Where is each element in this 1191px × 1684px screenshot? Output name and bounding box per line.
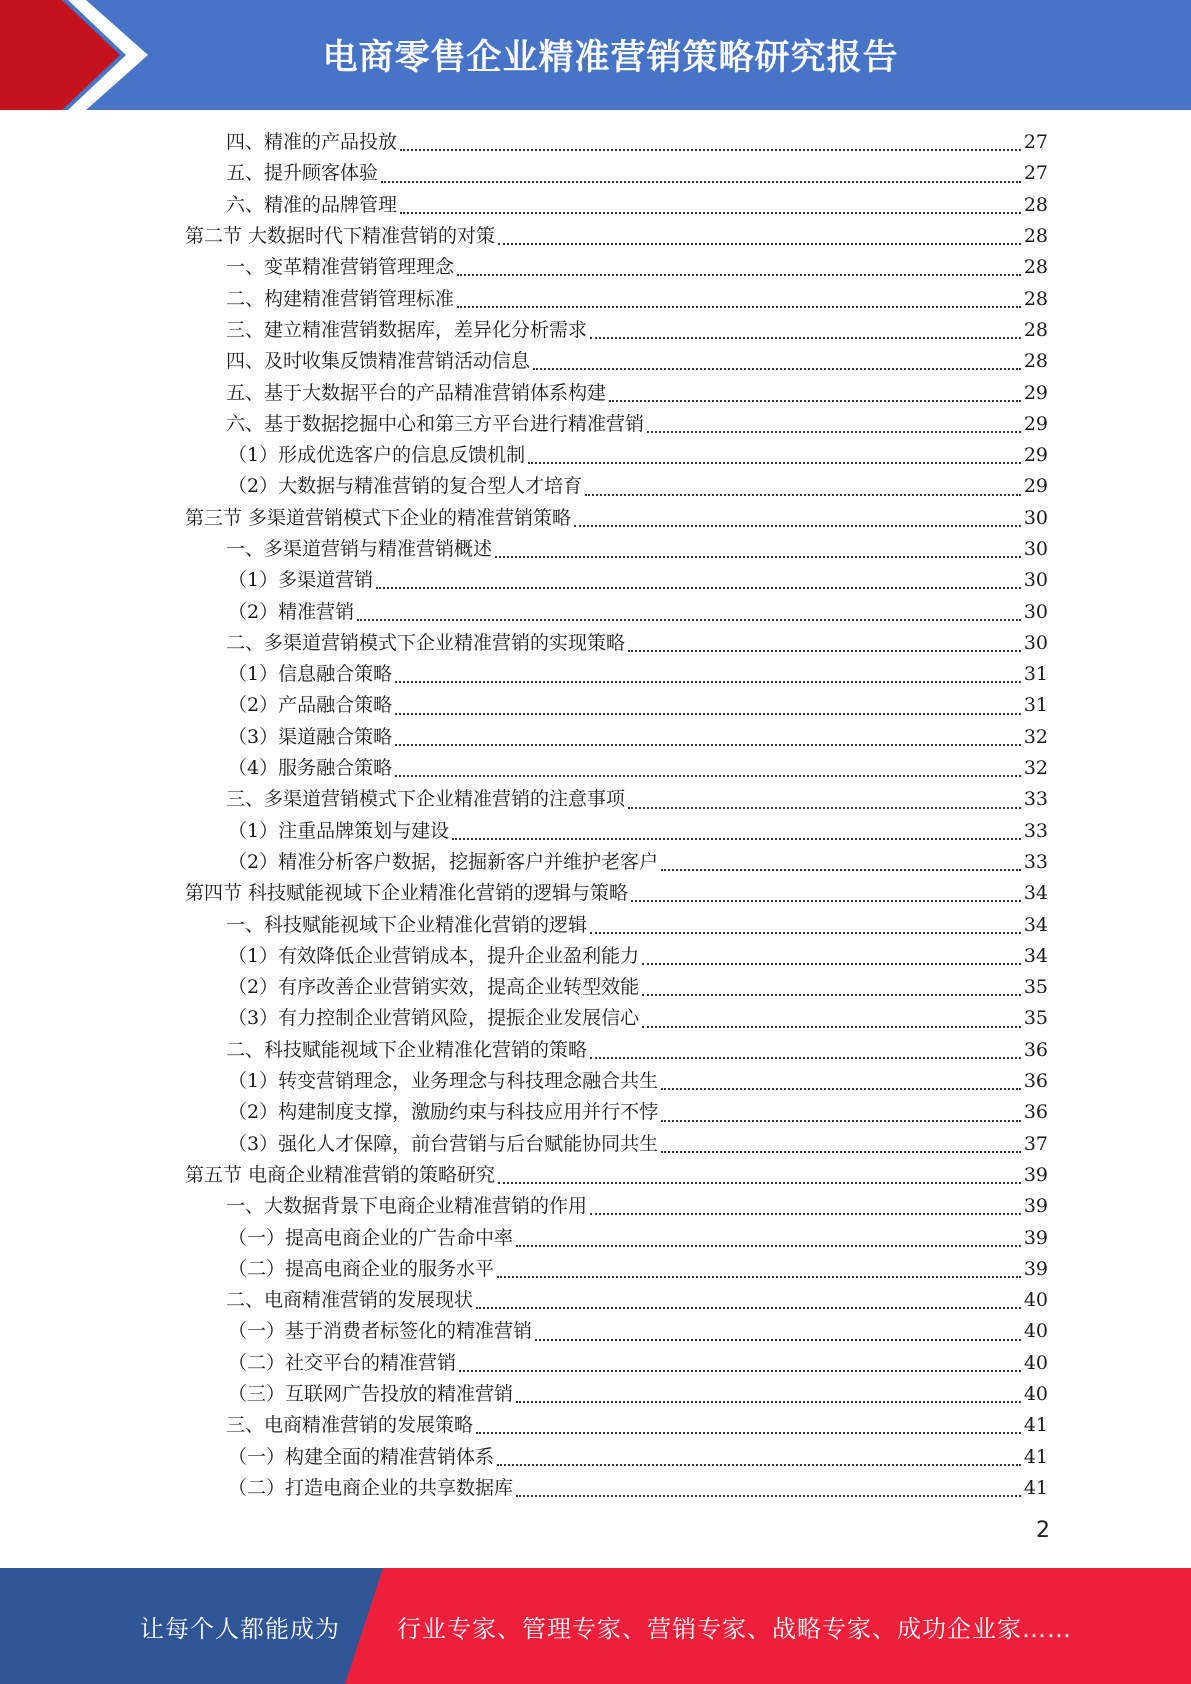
toc-entry[interactable] [185, 221, 1048, 252]
toc-entry-label: （1）注重品牌策划与建设 [228, 819, 450, 842]
toc-entry[interactable] [226, 252, 1048, 283]
toc-entry[interactable] [226, 190, 1048, 221]
toc-dot-leader [497, 1463, 1021, 1466]
toc-entry[interactable] [228, 1097, 1048, 1128]
toc-entry-label: （4）服务融合策略 [228, 757, 393, 780]
toc-dot-leader [498, 242, 1021, 245]
toc-entry-label: （一）提高电商企业的广告命中率 [228, 1226, 514, 1249]
toc-entry-page: 36 [1023, 1038, 1048, 1061]
toc-entry-label: （一）构建全面的精准营销体系 [228, 1445, 495, 1468]
toc-dot-leader [609, 399, 1021, 402]
toc-entry[interactable] [226, 784, 1048, 815]
toc-entry-label: （二）打造电商企业的共享数据库 [228, 1476, 514, 1499]
report-title: 电商零售企业精准营销策略研究报告 [322, 38, 899, 78]
toc-dot-leader [642, 962, 1021, 965]
toc-entry-page: 41 [1023, 1445, 1048, 1468]
toc-entry[interactable] [228, 440, 1048, 471]
toc-entry-page: 34 [1023, 913, 1048, 936]
toc-dot-leader [590, 931, 1021, 934]
toc-entry-label: （三）互联网广告投放的精准营销 [228, 1383, 514, 1406]
toc-entry[interactable] [226, 909, 1048, 940]
toc-entry-label: （2）精准营销 [228, 600, 355, 623]
toc-entry-page: 41 [1023, 1414, 1048, 1437]
toc-entry-label: （1）有效降低企业营销成本，提升企业盈利能力 [228, 944, 640, 967]
toc-entry[interactable] [228, 1254, 1048, 1285]
toc-dot-leader [452, 837, 1021, 840]
toc-entry-page: 35 [1023, 976, 1048, 999]
toc-dot-leader [574, 524, 1021, 527]
toc-dot-leader [535, 1338, 1021, 1341]
toc-dot-leader [459, 1369, 1021, 1372]
toc-entry[interactable] [228, 1222, 1048, 1253]
toc-entry-page: 28 [1023, 318, 1048, 341]
toc-entry-label: 一、科技赋能视域下企业精准化营销的逻辑 [226, 913, 588, 936]
toc-entry-page: 28 [1023, 225, 1048, 248]
toc-entry[interactable] [228, 1316, 1048, 1347]
toc-dot-leader [533, 367, 1021, 370]
toc-entry-label: （3）强化人才保障，前台营销与后台赋能协同共生 [228, 1132, 659, 1155]
page-number: 2 [1036, 1518, 1050, 1543]
footer-slogan-left: 让每个人都能成为 [140, 1614, 340, 1643]
toc-entry[interactable] [226, 1410, 1048, 1441]
toc-dot-leader [528, 461, 1021, 464]
toc-dot-leader [395, 743, 1021, 746]
toc-entry[interactable] [226, 315, 1048, 346]
toc-entry[interactable] [226, 158, 1048, 189]
toc-entry-label: （3）有力控制企业营销风险，提振企业发展信心 [228, 1007, 640, 1030]
toc-entry[interactable] [228, 1003, 1048, 1034]
toc-entry-page: 30 [1023, 569, 1048, 592]
toc-dot-leader [647, 430, 1021, 433]
toc-entry[interactable] [228, 471, 1048, 502]
toc-dot-leader [590, 336, 1021, 339]
toc-entry[interactable] [228, 753, 1048, 784]
toc-entry[interactable] [228, 941, 1048, 972]
toc-dot-leader [661, 1087, 1021, 1090]
toc-entry[interactable] [226, 628, 1048, 659]
toc-entry-page: 30 [1023, 600, 1048, 623]
toc-entry-label: 六、精准的品牌管理 [226, 193, 398, 216]
toc-entry-page: 39 [1023, 1195, 1048, 1218]
toc-entry-label: （二）提高电商企业的服务水平 [228, 1257, 495, 1280]
table-of-contents [0, 127, 1191, 1504]
toc-entry[interactable] [228, 722, 1048, 753]
toc-entry[interactable] [228, 1348, 1048, 1379]
toc-entry[interactable] [226, 1191, 1048, 1222]
toc-entry-label: 二、多渠道营销模式下企业精准营销的实现策略 [226, 631, 626, 654]
toc-entry-page: 39 [1023, 1257, 1048, 1280]
toc-entry-label: 五、提升顾客体验 [226, 162, 379, 185]
toc-dot-leader [631, 899, 1021, 902]
toc-entry-page: 36 [1023, 1101, 1048, 1124]
toc-entry-page: 29 [1023, 475, 1048, 498]
toc-entry-page: 37 [1023, 1132, 1048, 1155]
toc-entry-page: 40 [1023, 1351, 1048, 1374]
toc-entry-page: 36 [1023, 1070, 1048, 1093]
toc-entry-page: 32 [1023, 757, 1048, 780]
toc-entry-label: （1）多渠道营销 [228, 569, 374, 592]
toc-dot-leader [516, 1494, 1021, 1497]
toc-entry[interactable] [226, 1035, 1048, 1066]
toc-entry[interactable] [226, 377, 1048, 408]
toc-entry-page: 41 [1023, 1476, 1048, 1499]
toc-entry-page: 31 [1023, 694, 1048, 717]
toc-dot-leader [395, 680, 1021, 683]
toc-entry-label: 二、科技赋能视域下企业精准化营销的策略 [226, 1038, 588, 1061]
toc-dot-leader [476, 1306, 1021, 1309]
toc-entry-label: 第五节 电商企业精准营销的策略研究 [185, 1163, 496, 1186]
toc-entry-page: 40 [1023, 1289, 1048, 1312]
toc-entry[interactable] [226, 127, 1048, 158]
toc-dot-leader [585, 493, 1021, 496]
toc-entry[interactable] [228, 1379, 1048, 1410]
toc-entry[interactable] [228, 1473, 1048, 1504]
toc-dot-leader [590, 1056, 1021, 1059]
toc-entry-label: （2）精准分析客户数据，挖掘新客户并维护老客户 [228, 850, 659, 873]
toc-entry-label: 三、建立精准营销数据库，差异化分析需求 [226, 318, 588, 341]
toc-dot-leader [628, 806, 1021, 809]
toc-entry[interactable] [228, 596, 1048, 627]
toc-entry[interactable] [228, 1066, 1048, 1097]
toc-dot-leader [400, 211, 1021, 214]
footer-banner [0, 1568, 1191, 1684]
toc-entry-page: 27 [1023, 162, 1048, 185]
toc-entry-label: 六、基于数据挖掘中心和第三方平台进行精准营销 [226, 412, 645, 435]
toc-dot-leader [661, 1119, 1021, 1122]
toc-dot-leader [661, 868, 1021, 871]
toc-entry-label: 二、电商精准营销的发展现状 [226, 1289, 474, 1312]
toc-entry-label: 第四节 科技赋能视域下企业精准化营销的逻辑与策略 [185, 882, 629, 905]
toc-entry-page: 34 [1023, 882, 1048, 905]
toc-dot-leader [381, 180, 1021, 183]
toc-entry-label: （1）信息融合策略 [228, 663, 393, 686]
toc-entry-label: （2）大数据与精准营销的复合型人才培育 [228, 475, 583, 498]
toc-entry[interactable] [228, 659, 1048, 690]
toc-entry-label: （1）形成优选客户的信息反馈机制 [228, 444, 526, 467]
toc-dot-leader [495, 555, 1021, 558]
toc-entry-page: 40 [1023, 1383, 1048, 1406]
toc-entry-page: 40 [1023, 1320, 1048, 1343]
toc-entry-page: 29 [1023, 412, 1048, 435]
toc-entry-page: 33 [1023, 788, 1048, 811]
toc-entry[interactable] [228, 972, 1048, 1003]
toc-dot-leader [498, 1181, 1021, 1184]
toc-entry-page: 31 [1023, 663, 1048, 686]
toc-dot-leader [400, 148, 1021, 151]
toc-dot-leader [497, 1275, 1021, 1278]
toc-entry-page: 30 [1023, 538, 1048, 560]
toc-entry-page: 29 [1023, 381, 1048, 404]
toc-dot-leader [628, 649, 1021, 652]
header-banner [0, 0, 1191, 110]
toc-entry-page: 28 [1023, 350, 1048, 373]
toc-entry[interactable] [226, 534, 1048, 565]
toc-entry-label: 三、多渠道营销模式下企业精准营销的注意事项 [226, 788, 626, 811]
toc-entry[interactable] [226, 409, 1048, 440]
toc-entry-label: 四、精准的产品投放 [226, 131, 398, 154]
toc-entry-label: 第二节 大数据时代下精准营销的对策 [185, 225, 496, 248]
toc-entry-page: 39 [1023, 1226, 1048, 1249]
toc-entry-page: 39 [1023, 1163, 1048, 1186]
toc-dot-leader [457, 305, 1021, 308]
toc-entry-label: 一、大数据背景下电商企业精准营销的作用 [226, 1195, 588, 1218]
toc-entry-label: 二、构建精准营销管理标准 [226, 287, 455, 310]
toc-entry-page: 32 [1023, 725, 1048, 748]
toc-dot-leader [376, 586, 1021, 589]
toc-entry-page: 33 [1023, 819, 1048, 842]
toc-entry-page: 27 [1023, 131, 1048, 154]
toc-entry-page: 28 [1023, 287, 1048, 310]
footer-slogan-right: 行业专家、管理专家、营销专家、战略专家、成功企业家…… [397, 1614, 1072, 1643]
toc-entry-label: （2）构建制度支撑，激励约束与科技应用并行不悖 [228, 1101, 659, 1124]
toc-entry-label: 第三节 多渠道营销模式下企业的精准营销策略 [185, 506, 572, 529]
toc-entry-page: 33 [1023, 850, 1048, 873]
toc-entry-label: （2）产品融合策略 [228, 694, 393, 717]
toc-entry[interactable] [185, 878, 1048, 909]
toc-entry-label: （3）渠道融合策略 [228, 725, 393, 748]
toc-entry[interactable] [228, 690, 1048, 721]
toc-dot-leader [457, 273, 1021, 276]
toc-entry-label: （2）有序改善企业营销实效，提高企业转型效能 [228, 976, 640, 999]
toc-dot-leader [357, 618, 1021, 621]
toc-entry-label: （二）社交平台的精准营销 [228, 1351, 457, 1374]
toc-dot-leader [661, 1150, 1021, 1153]
toc-dot-leader [642, 993, 1021, 996]
toc-entry-label: 一、多渠道营销与精准营销概述 [226, 538, 493, 560]
toc-entry[interactable] [185, 503, 1048, 534]
toc-entry[interactable] [226, 1285, 1048, 1316]
toc-entry[interactable] [228, 847, 1048, 878]
toc-entry-label: （一）基于消费者标签化的精准营销 [228, 1320, 533, 1343]
toc-entry-label: 五、基于大数据平台的产品精准营销体系构建 [226, 381, 607, 404]
toc-dot-leader [395, 712, 1021, 715]
toc-entry-label: 三、电商精准营销的发展策略 [226, 1414, 474, 1437]
toc-entry-page: 30 [1023, 506, 1048, 529]
toc-entry[interactable] [226, 283, 1048, 314]
toc-dot-leader [516, 1400, 1021, 1403]
toc-entry-label: 四、及时收集反馈精准营销活动信息 [226, 350, 531, 373]
toc-entry[interactable] [228, 565, 1048, 596]
toc-entry[interactable] [228, 1441, 1048, 1472]
toc-entry-page: 30 [1023, 631, 1048, 654]
toc-dot-leader [476, 1431, 1021, 1434]
toc-dot-leader [590, 1212, 1021, 1215]
toc-entry-page: 35 [1023, 1007, 1048, 1030]
toc-entry[interactable] [185, 1160, 1048, 1191]
toc-dot-leader [516, 1244, 1021, 1247]
toc-dot-leader [395, 774, 1021, 777]
toc-entry[interactable] [226, 346, 1048, 377]
toc-entry-page: 28 [1023, 256, 1048, 279]
toc-entry[interactable] [228, 1129, 1048, 1160]
toc-entry[interactable] [228, 816, 1048, 847]
toc-entry-page: 29 [1023, 444, 1048, 467]
toc-entry-label: 一、变革精准营销管理理念 [226, 256, 455, 279]
toc-entry-page: 34 [1023, 944, 1048, 967]
toc-entry-label: （1）转变营销理念，业务理念与科技理念融合共生 [228, 1070, 659, 1093]
toc-entry-page: 28 [1023, 193, 1048, 216]
toc-dot-leader [642, 1025, 1021, 1028]
